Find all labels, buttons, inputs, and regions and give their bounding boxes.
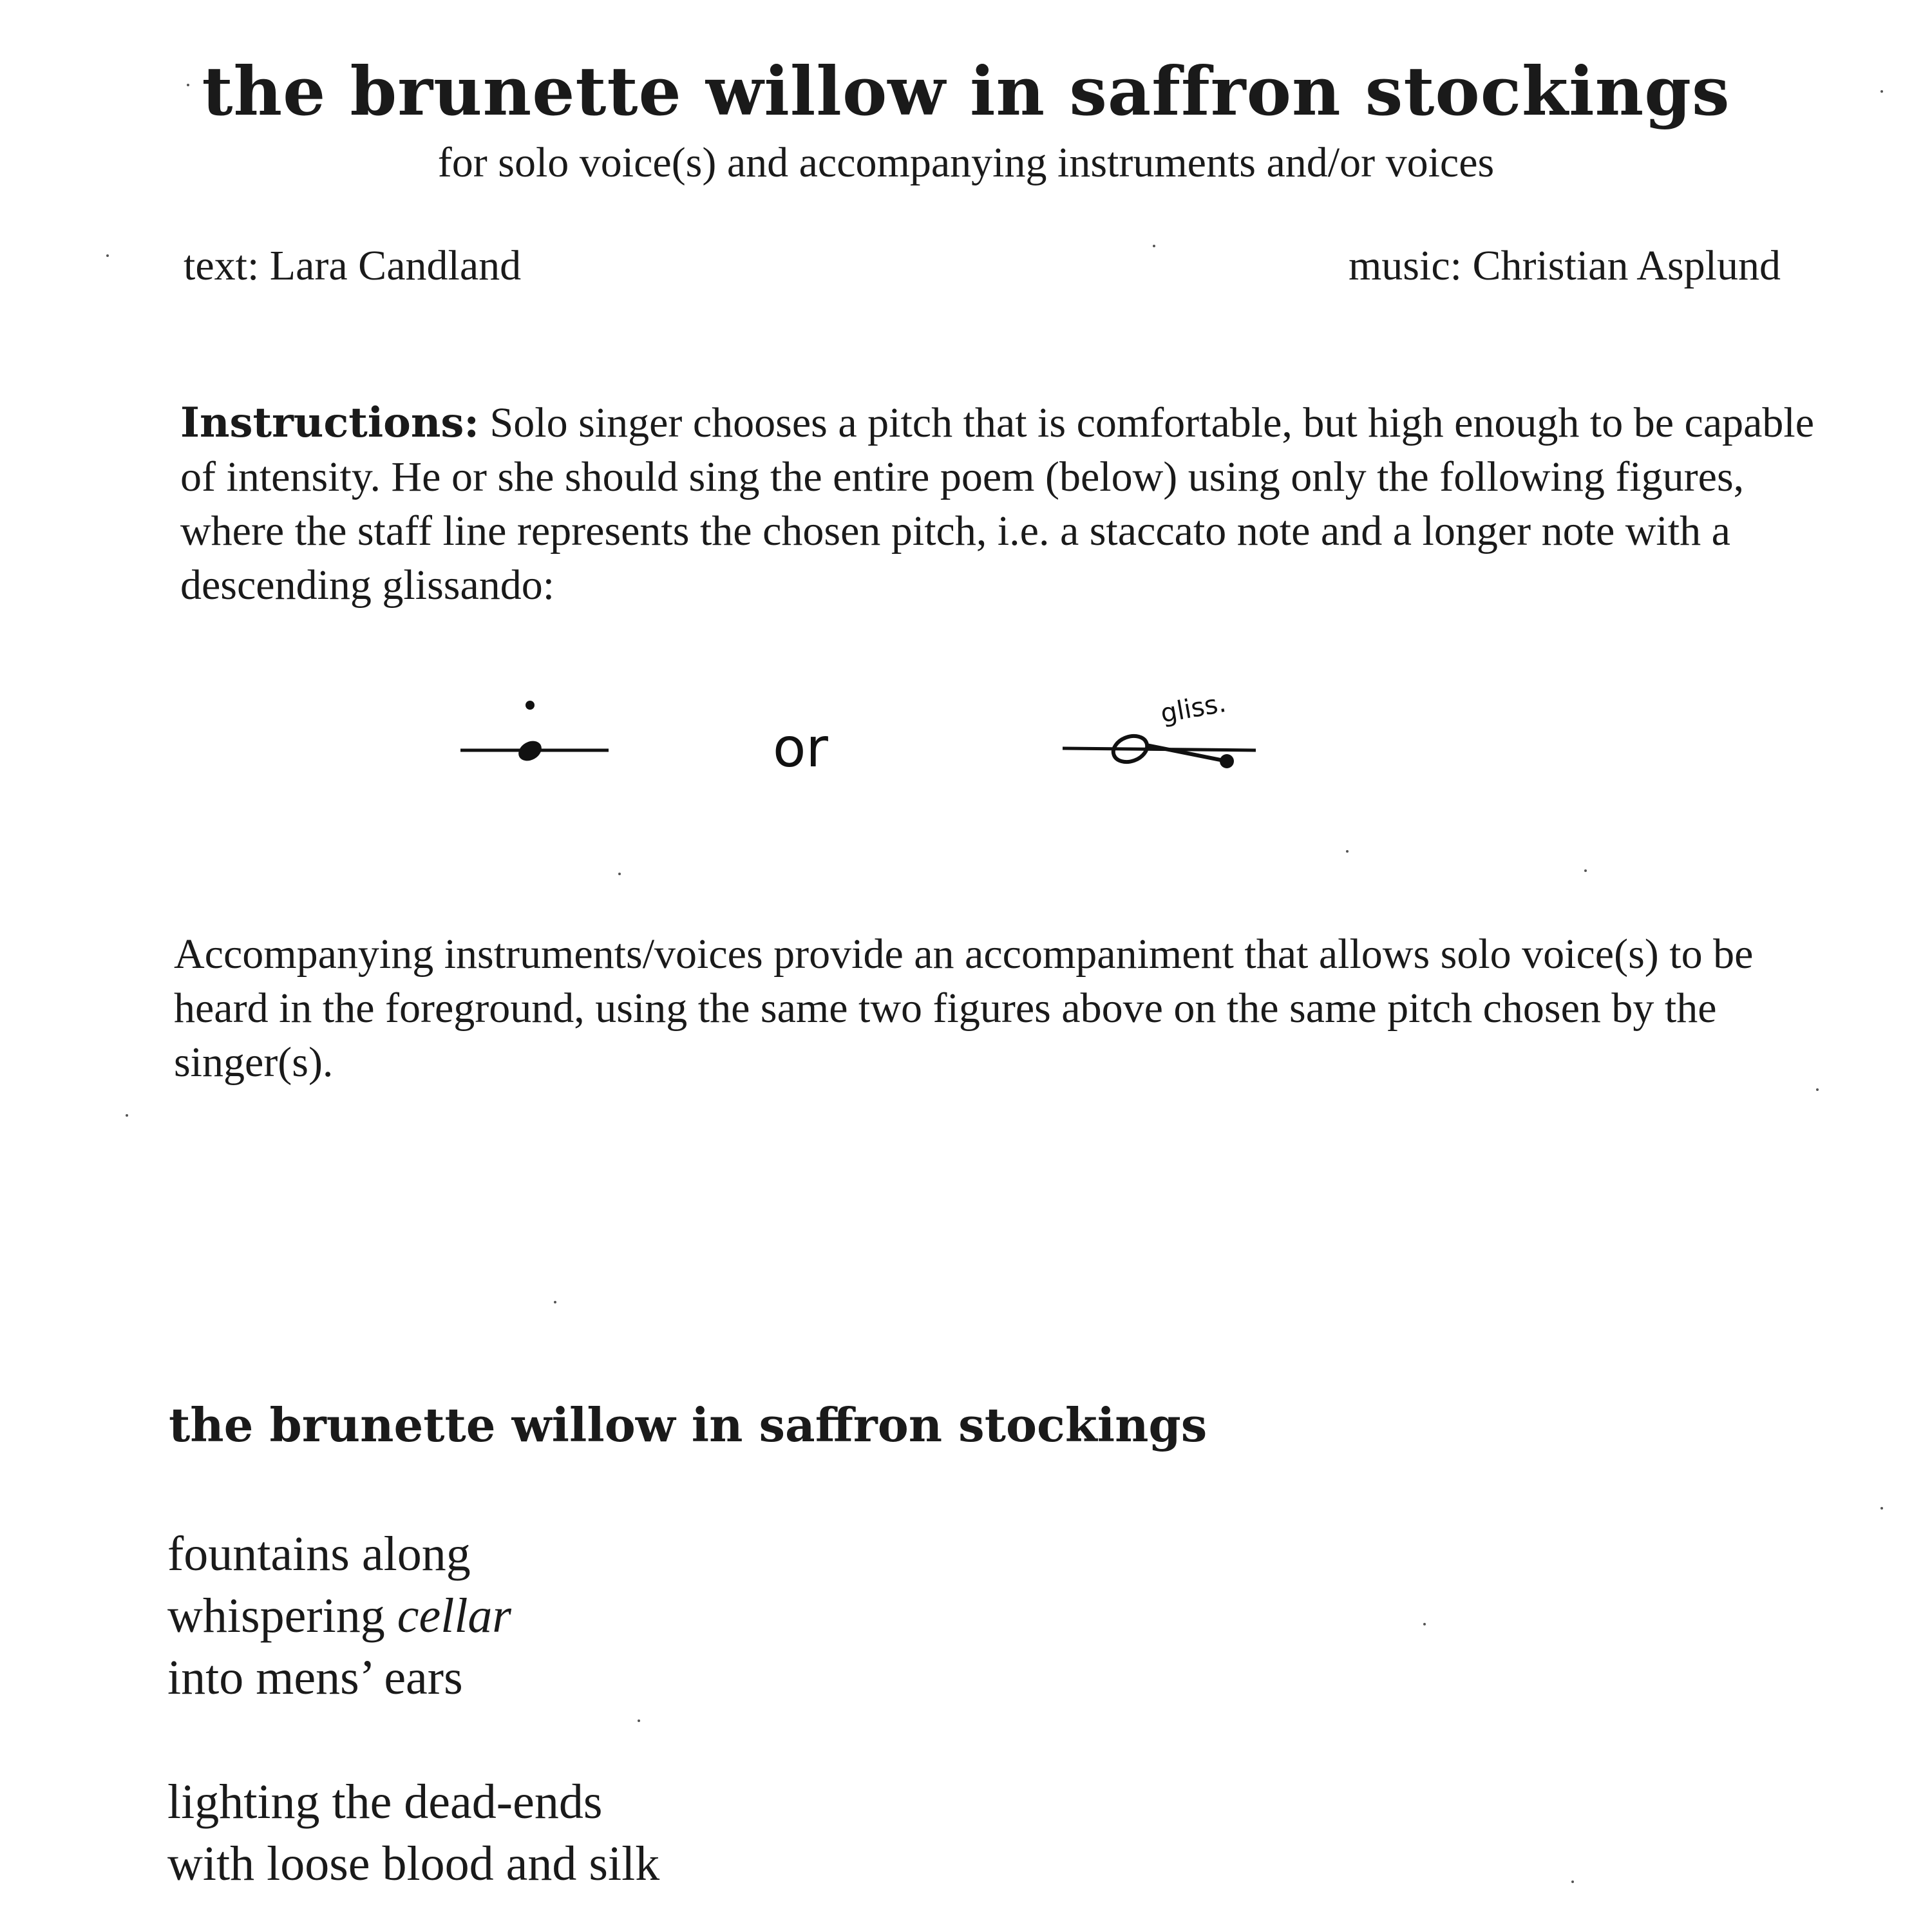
gliss-line (1146, 745, 1227, 761)
scan-speck (1816, 1088, 1819, 1091)
poem-line (167, 1585, 511, 1647)
scan-speck (106, 254, 109, 257)
instructions-label: Instructions: (180, 399, 480, 447)
scan-speck (1880, 90, 1883, 93)
poem-stanza (167, 1771, 659, 1895)
note-head (515, 737, 545, 764)
scan-speck (1584, 869, 1587, 872)
staccato-dot (526, 701, 535, 710)
instructions-body: Solo singer chooses a pitch that is comfortable, but high enough to be capable of intensity. He or she should sing the entire poem (below) using only the following figures, where the staff line represents the chosen pitch, i.e. a staccato note and a longer note with a descending glissando: (180, 399, 1815, 609)
scan-speck (618, 873, 621, 875)
staccato-figure (460, 701, 609, 765)
scan-speck (554, 1301, 556, 1303)
poem-stanza (167, 1523, 511, 1709)
text-credit: text: Lara Candland (184, 242, 522, 289)
music-credit: music: Christian Asplund (1348, 242, 1781, 289)
poem-line: lighting the dead-ends (167, 1775, 603, 1829)
page-subtitle: for solo voice(s) and accompanying instruments and/or voices (437, 139, 1495, 186)
gliss-label: gliss. (1158, 688, 1229, 729)
poem-title: the brunette willow in saffron stockings (169, 1397, 1208, 1452)
poem-line: into mens’ ears (167, 1651, 463, 1705)
or-separator: or (773, 716, 828, 779)
gliss-end-note (1220, 754, 1234, 768)
poem-line: with loose blood and silk (167, 1837, 660, 1891)
scan-speck (1153, 245, 1155, 247)
poem-line-text: whispering (167, 1589, 397, 1643)
notation-figures (438, 683, 1307, 811)
instructions-paragraph (180, 396, 1855, 612)
glissando-figure (1063, 688, 1256, 768)
scan-speck (1880, 1507, 1883, 1510)
scan-speck (187, 84, 189, 86)
scan-speck (1571, 1880, 1574, 1883)
notation-figures-drawing (438, 683, 1307, 811)
scan-speck (1346, 850, 1349, 853)
scan-speck (1423, 1623, 1426, 1625)
scan-speck (638, 1719, 640, 1722)
poem-line-italic: cellar (397, 1589, 512, 1643)
accompaniment-paragraph: Accompanying instruments/voices provide an accompaniment that allows solo voice(s) to be heard in the foreground, using the same two figures above on the same pitch chosen by the singer(s). (174, 931, 1754, 1086)
poem-line: fountains along (167, 1527, 471, 1581)
scan-speck (126, 1114, 128, 1117)
page-title: the brunette willow in saffron stockings (202, 52, 1730, 131)
